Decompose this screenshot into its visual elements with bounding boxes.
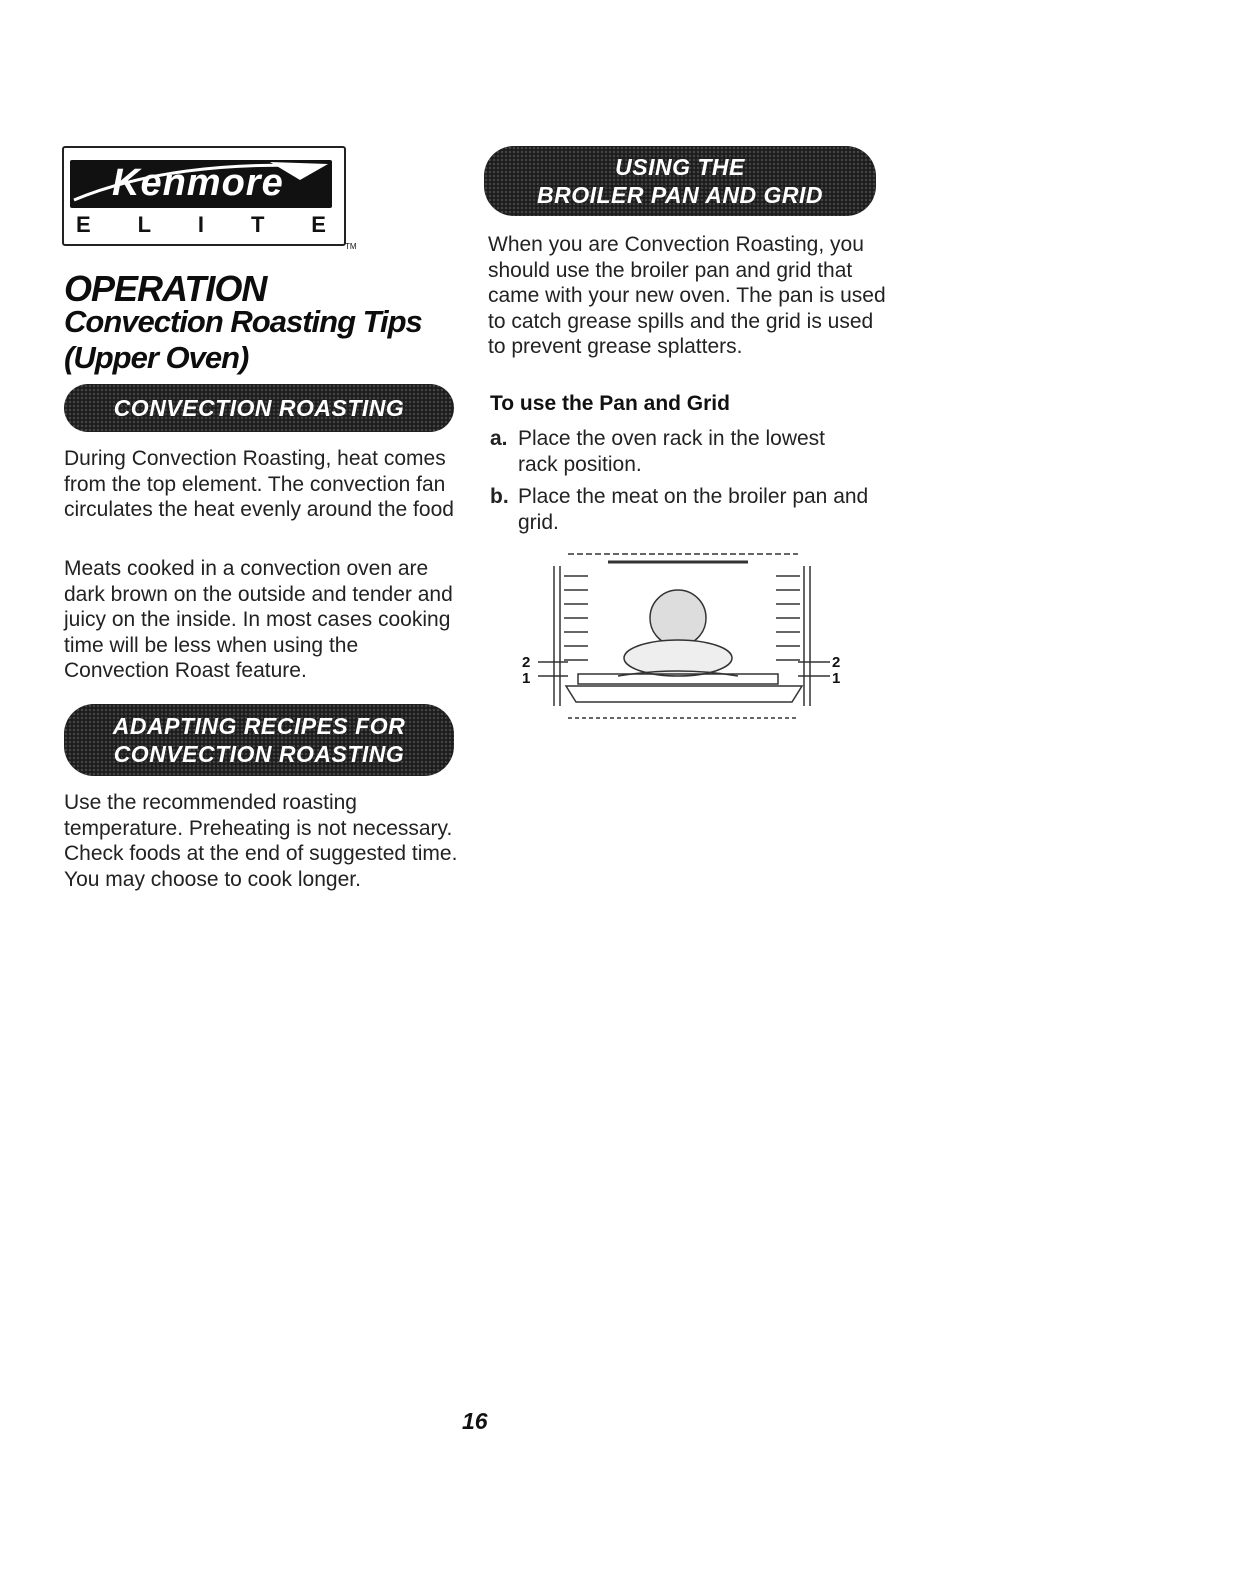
pan-and-grid-subheading: To use the Pan and Grid [490, 392, 730, 415]
step-item [490, 426, 870, 477]
banner-label-line1: USING THE [615, 154, 745, 180]
page-title [64, 304, 422, 376]
adapting-recipes-banner [64, 704, 454, 776]
left-rack-guides [564, 576, 588, 660]
step-text: Place the meat on the broiler pan and grid. [518, 485, 869, 534]
logo-letter: E [76, 212, 91, 237]
section-heading: OPERATION [64, 268, 267, 309]
banner-label-line2: BROILER PAN AND GRID [537, 182, 823, 208]
banner-label-line1: ADAPTING RECIPES FOR [112, 713, 406, 739]
meats-paragraph: Meats cooked in a convection oven are dark brown on the outside and tender and juicy on the inside. In most cases cooking time will be less when using the Convection Roast feature. [64, 557, 453, 682]
kenmore-elite-logo [62, 146, 357, 256]
banner-label: CONVECTION ROASTING [113, 394, 405, 421]
logo-letter: T [250, 212, 265, 237]
logo-brand: Kenmore [112, 162, 284, 204]
logo-plate [70, 160, 332, 208]
logo-elite [76, 212, 326, 238]
lowest-rack [566, 686, 802, 702]
convection-roasting-banner [64, 384, 454, 432]
step-label: b. [490, 485, 509, 508]
rack-label: 2 [832, 654, 841, 671]
broiler-pan-intro: When you are Convection Roasting, you should use the broiler pan and grid that came with your new oven. The pan is used to catch grease spills and the grid is used to prevent grease splatters. [488, 233, 886, 358]
rack-label: 1 [522, 670, 531, 687]
logo-letter: E [311, 212, 326, 237]
logo-letter: I [197, 212, 205, 237]
banner-label-line2: CONVECTION ROASTING [113, 741, 405, 767]
convection-fan [650, 590, 706, 646]
adapting-recipes-paragraph: Use the recommended roasting temperature. Preheating is not necessary. Check foods at the end of suggested time. You may choose to cook longer. [64, 791, 458, 891]
rack-label: 1 [832, 670, 841, 687]
rack-label: 2 [522, 654, 531, 671]
page-title-line2: (Upper Oven) [64, 340, 249, 375]
logo-letter: L [137, 212, 152, 237]
broiler-pan-banner [484, 146, 876, 216]
convection-roasting-paragraph: During Convection Roasting, heat comes from the top element. The convection fan circulates the heat evenly around the food [64, 447, 454, 521]
step-item [490, 484, 870, 535]
page-title-line1: Convection Roasting Tips [64, 304, 422, 339]
trademark-mark: TM [345, 242, 357, 251]
page-number: 16 [462, 1408, 488, 1434]
step-text: Place the oven rack in the lowest rack position. [518, 427, 826, 476]
step-label: a. [490, 427, 508, 450]
oven-rack-diagram [508, 546, 848, 726]
right-rack-guides [776, 576, 800, 660]
